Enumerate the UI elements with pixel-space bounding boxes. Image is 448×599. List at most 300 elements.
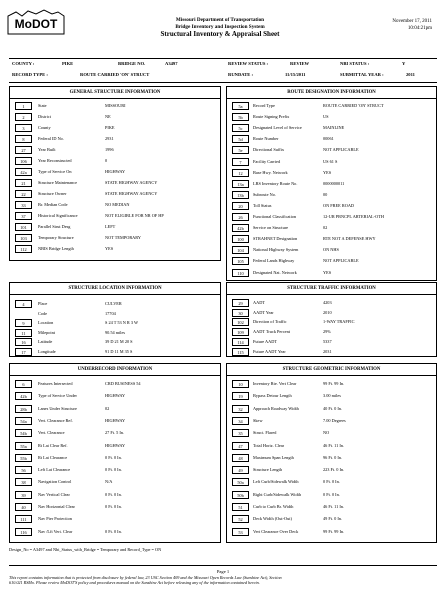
review-status-value: REVIEW [290,61,310,66]
field-label: Navigation Control [38,479,72,485]
item-code: 37 [15,212,32,220]
underrecord-section [9,363,221,543]
item-code: 5e [232,146,249,154]
item-code: 48 [232,454,249,462]
page-number: Page 1 [216,569,230,574]
item-code: 112 [15,245,32,253]
item-code: 9 [15,319,32,327]
field-label: Federal Lands Highway [253,258,295,264]
field-label: STRAHNET Designation [253,236,298,242]
field-row [10,347,220,357]
field-value: US [323,114,329,120]
section-title: STRUCTURE GEOMETRIC INFORMATION [227,364,436,376]
item-code: 22 [15,190,32,198]
field-value: YES [323,169,332,175]
field-row [227,190,436,200]
item-code: 55a [15,442,32,450]
item-code: 33 [15,201,32,209]
field-row [227,212,436,222]
item-code: 104 [232,246,249,254]
field-row [10,101,220,111]
item-code: 29 [232,299,249,307]
filter-notes: Design_No = A3497 and Nbi_Status_with_Bridge = Temporary and Record_Type = ON [9,547,162,552]
field-value: ON NHS [323,247,339,253]
field-value: 27 Ft. 5 In. [105,430,124,436]
field-label: Deck Width (Out-Out) [253,516,292,522]
field-row [227,308,436,318]
field-row [10,123,220,133]
modot-logo [6,8,66,38]
field-label: Parallel Strut Desg [38,224,71,229]
structure-geometric-section [226,363,437,543]
field-value: STATE HIGHWAY AGENCY [105,180,158,185]
field-label: Facility Carried [253,158,281,164]
section-title: GENERAL STRUCTURE INFORMATION [10,87,220,99]
field-label: Total Horiz. Clear [253,442,285,448]
item-code: 56 [15,466,32,474]
bridge-no-label: BRIDGE NO. [118,61,146,66]
field-row [227,317,436,327]
rundate-label: RUNDATE : [228,72,254,77]
field-value: HIGHWAY [105,169,126,174]
item-code: 5d [232,135,249,143]
field-label: Vert. Clearance [38,430,65,436]
record-type-value: ROUTE CARRIED 'ON' STRUCT [80,72,150,77]
field-label: AADT Truck Percent [253,329,290,335]
field-row [10,441,220,451]
field-label: Left Curb/Sidewalk Width [253,479,299,485]
field-value: 12-UR PRNCPL ARTERIAL-OTH [323,214,384,219]
field-label: Structure Owner [38,191,67,196]
item-code: 115 [232,348,249,356]
field-label: Rt Lat Clear Ref. [38,442,68,448]
item-code: 5a [232,102,249,110]
item-code: 42a [15,168,32,176]
field-label: Approach Roadway Width [253,405,299,411]
report-timestamp [372,18,432,32]
field-row [227,453,436,463]
item-code: 13a [232,180,249,188]
divider [9,82,437,83]
item-code: 53 [232,528,249,536]
field-label: Year Built [38,147,56,152]
field-value: 223 Ft. 0 In. [323,467,345,473]
field-value: 0 Ft. 0 In. [105,467,122,473]
field-value: 46 Ft. 11 In. [323,504,344,509]
field-row [10,453,220,463]
field-row [10,328,220,338]
field-value: MAINLINE [323,125,345,131]
field-value: STATE HIGHWAY AGENCY [105,191,158,196]
field-row [227,145,436,155]
field-value: 1996 [105,147,114,152]
field-row [10,477,220,487]
field-row [227,502,436,512]
field-label: Record Type [253,103,275,108]
field-row [10,379,220,389]
field-label: NBIS Bridge Length [38,246,74,251]
section-title: UNDERRECORD INFORMATION [10,364,220,376]
field-label: National Highway System [253,247,299,253]
header-agency: Missouri Department of Transportation [175,17,265,23]
section-title: STRUCTURE TRAFFIC INFORMATION [227,283,436,295]
field-label: District [38,114,51,119]
field-row [10,200,220,210]
field-value: NOT APPLICABLE [323,258,359,264]
field-value: ON FREE ROAD [323,202,355,208]
field-row [10,178,220,188]
item-code: 4 [15,300,32,308]
item-code: 21 [15,179,32,187]
item-code: 50a [232,478,249,486]
item-code: 32 [232,405,249,413]
field-label: Latitude [38,339,53,344]
field-value: 0 Ft. 0 In. [323,479,340,485]
item-code: 17 [15,348,32,356]
field-label: Curb to Curb Br. Width [253,504,294,509]
section-title: ROUTE DESIGNATION INFORMATION [227,87,436,99]
field-value: 2010 [323,309,332,315]
nbi-status-value: Y [402,61,406,66]
field-label: Milepoint [38,329,55,335]
nbi-status-label: NBI STATUS : [340,61,370,66]
field-value: ROUTE CARRIED 'ON' STRUCT [323,103,384,108]
item-code: 12 [232,169,249,177]
field-row [10,167,220,177]
item-code: 54b [15,429,32,437]
item-code: 106 [15,157,32,165]
item-code: 34 [232,417,249,425]
field-label: Designated Level of Service [253,125,302,131]
field-value: 49 Ft. 0 In. [323,516,342,522]
field-value: NOT ELIGIBLE FOR NR OF HP [105,213,164,218]
field-label: Br. Median Code [38,202,68,207]
item-code: 10 [232,380,249,388]
review-status-label: REVIEW STATUS : [228,61,269,66]
field-value: 00061 [323,136,334,142]
field-label: Left Lat Clearance [38,467,71,473]
item-code: 6 [15,380,32,388]
structure-traffic-section [226,282,437,357]
field-row [227,527,436,537]
disclosure-line-2: 610.021 RSMo. Please review MoDOT'S policy and procedures manual on the Sunshine Act before releasing any of the information contained herein. [9,580,260,585]
field-value: 0000000011 [323,180,345,186]
item-code: 19 [232,392,249,400]
field-row [10,527,220,537]
field-label: Structure Length [253,467,282,473]
field-value: 0 Ft. 0 In. [105,491,122,497]
item-code: 40 [15,503,32,511]
submittal-year-label: SUBMITTAL YEAR : [340,72,384,77]
field-row [227,268,436,278]
field-label: Inventory Rte. Vert Clear [253,381,297,386]
field-row [227,327,436,337]
field-value: 17704 [105,310,116,316]
item-code: 51 [232,503,249,511]
field-row [227,157,436,167]
field-value: 00 [323,191,328,197]
field-value: NOT APPLICABLE [323,147,359,153]
field-row [10,514,220,524]
field-label: Year Reconstructed [38,158,72,163]
field-row [227,112,436,122]
field-value: 99 Ft. 99 In. [323,381,345,386]
field-label: County [38,125,51,130]
field-label: Right Curb/Sidewalk Width [253,491,301,497]
item-code: 105 [232,257,249,265]
submittal-year-value: 2011 [406,72,415,77]
field-label: Toll Status [253,202,272,208]
field-value: YES [323,269,332,275]
field-value: HIGHWAY [105,417,126,423]
field-value: 0 Ft. 0 In. [323,491,340,497]
field-row [10,318,220,328]
field-label: Federal ID No. [38,136,64,141]
item-code: 1 [15,102,32,110]
field-value: 02 [105,405,110,411]
field-row [10,233,220,243]
field-value: MISSOURI [105,103,126,108]
field-label: Designated Nat. Network [253,269,297,275]
logo-text: MoDOT [14,17,58,31]
field-label: Features Intersected [38,381,73,386]
field-label: Route Signing Prefix [253,114,290,120]
field-value: S 24 T 53 N R 3 W [105,320,139,325]
item-code: 110 [232,269,249,277]
field-row [227,179,436,189]
item-code: 100 [232,235,249,243]
field-value: RTE NOT A DEFENSE HWY [323,236,376,242]
field-row [227,234,436,244]
field-value: 2931 [105,136,114,141]
field-label: Rt Lat Clearance [38,454,68,460]
item-code: 2 [15,113,32,121]
field-label: Structure Maintenance [38,180,78,185]
field-value: 0 Ft. 0 In. [105,454,122,460]
field-value: NO MEDIAN [105,202,130,207]
item-code: 13b [232,191,249,199]
field-row [227,101,436,111]
field-value: 40 Ft. 0 In. [323,405,342,411]
field-label: Maximum Span Length [253,454,294,460]
field-label: Service on Structure [253,225,289,231]
field-value: 46 Ft. 11 In. [323,442,344,448]
item-code: 55b [15,454,32,462]
item-code: 26 [232,213,249,221]
field-value: NE [105,114,111,119]
field-label: Type of Service On [38,169,72,174]
field-row [227,514,436,524]
field-label: Nav Vertical Clear [38,491,70,497]
field-value: YES [105,246,114,251]
field-value: 3.00 miles [323,393,341,399]
field-value: NO [323,430,330,436]
field-row [227,391,436,401]
field-row [10,134,220,144]
item-code: 50b [232,491,249,499]
item-code: 5c [232,124,249,132]
field-label: Vert Clearance Over Deck [253,528,299,534]
report-time: 10:04:21pm [407,26,432,31]
field-row [227,245,436,255]
field-row [227,168,436,178]
field-label: Route Number [253,136,279,142]
field-row [227,134,436,144]
field-label: Place [38,301,48,306]
field-value: 1-WAY TRAFFIC [323,319,355,325]
item-code: 101 [15,223,32,231]
field-row [227,223,436,233]
record-type-label: RECORD TYPE : [12,72,48,77]
field-row [227,441,436,451]
disclosure-line-1: This report contains information that is protected from disclosure by federal law, 23 USC Section 409 and the Missouri Open Records Law (Sunshine Act), Section [9,574,282,580]
field-row [227,201,436,211]
item-code: 30 [232,309,249,317]
field-row [10,211,220,221]
field-label: Future AADT Year [253,348,286,354]
field-value: 5337 [323,338,332,344]
field-value: LEFT [105,224,116,229]
field-row [10,404,220,414]
item-code: 42b [232,224,249,232]
field-row [10,189,220,199]
field-row [10,337,220,347]
field-row [10,416,220,426]
field-value: 02 [323,225,328,231]
field-value: HIGHWAY [105,393,126,399]
section-title: STRUCTURE LOCATION INFORMATION [10,283,220,295]
item-code: 111 [15,515,32,523]
field-value: 99 Ft. 99 In. [323,528,345,534]
item-code: 114 [232,338,249,346]
field-label: Nav Horizontal Clear [38,504,75,509]
item-code: 20 [232,202,249,210]
field-value: 90.54 miles [105,329,126,335]
route-designation-section [226,86,437,281]
field-row [227,477,436,487]
header-sheet-title: Structural Inventory & Appraisal Sheet [160,30,280,38]
field-value: HIGHWAY [105,442,126,448]
field-value: 0 [105,158,108,163]
field-label: Skew [253,417,263,423]
field-label: Temporary Structure [38,235,74,240]
item-code: 35 [232,429,249,437]
field-row [227,123,436,133]
bridge-no-value: A3497 [165,61,178,66]
field-label: Struct. Flared [253,430,277,436]
field-label: LRS Inventory Route No. [253,180,298,186]
field-label: AADT Year [253,309,274,315]
field-label: Longitude [38,348,56,354]
county-value: PIKE [62,61,74,66]
field-row [227,337,436,347]
field-value: 2031 [323,348,332,354]
field-label: Historical Significance [38,213,78,218]
report-date: November 17, 2011 [392,19,432,24]
field-label: Type of Service Under [38,393,77,399]
field-value: N/A [105,479,113,485]
field-row [227,298,436,308]
field-label: Vert. Clearance Ref. [38,417,73,423]
field-label: Future AADT [253,338,277,344]
field-row [10,490,220,500]
field-value: CULVER [105,301,122,306]
field-label: Location [38,320,54,325]
field-label: Code [38,310,48,316]
item-code: 103 [15,234,32,242]
field-row [227,416,436,426]
item-code: 38 [15,478,32,486]
field-value: 91 D 11 M 35 S [105,348,133,354]
field-row [10,299,220,309]
item-code: 11 [15,329,32,337]
field-value: PIKE [105,125,115,130]
field-row [227,347,436,357]
field-label: Lanes Under Structure [38,405,77,411]
field-row [10,502,220,512]
field-label: Subroute No. [253,191,276,197]
field-label: Directional Suffix [253,147,285,153]
item-code: 8 [15,135,32,143]
field-value: 0 Ft. 0 In. [105,528,122,534]
field-row [10,391,220,401]
field-value: 39 D 21 M 20 S [105,339,133,344]
item-code: 16 [15,338,32,346]
divider [9,58,437,59]
field-row [10,309,220,319]
field-label: AADT [253,300,265,305]
report-footer [9,565,437,586]
field-row [10,112,220,122]
field-label: State [38,103,47,108]
header-system: Bridge Inventory and Inspection System [175,24,265,30]
item-code: 5b [232,113,249,121]
rundate-value: 11/15/2011 [285,72,306,77]
item-code: 39 [15,491,32,499]
general-structure-section [9,86,221,261]
field-label: Direction of Traffic [253,319,287,325]
item-code: 49 [232,466,249,474]
field-value: 7.00 Degrees [323,417,346,423]
item-code: 3 [15,124,32,132]
field-label: Nav /Lft Vert. Clear [38,528,73,534]
field-row [227,404,436,414]
field-label: Functional Classification [253,214,297,219]
field-row [227,490,436,500]
county-label: COUNTY : [12,61,35,66]
field-label: Nav Pier Protection [38,516,72,522]
field-row [227,465,436,475]
field-row [227,379,436,389]
field-row [10,145,220,155]
item-code: 7 [232,158,249,166]
item-code: 47 [232,442,249,450]
field-row [10,465,220,475]
field-value: CRD BUSINESS 54 [105,381,141,386]
field-row [227,428,436,438]
field-value: 29% [323,329,331,335]
field-value: 4203 [323,300,332,305]
field-row [10,244,220,254]
item-code: 109 [232,328,249,336]
item-code: 116 [15,528,32,536]
item-code: 27 [15,146,32,154]
field-row [10,222,220,232]
field-value: 0 Ft. 0 In. [105,504,122,509]
field-value: NOT TEMPORARY [105,235,142,240]
field-label: Base Hwy. Network [253,169,288,175]
structure-location-section [9,282,221,357]
